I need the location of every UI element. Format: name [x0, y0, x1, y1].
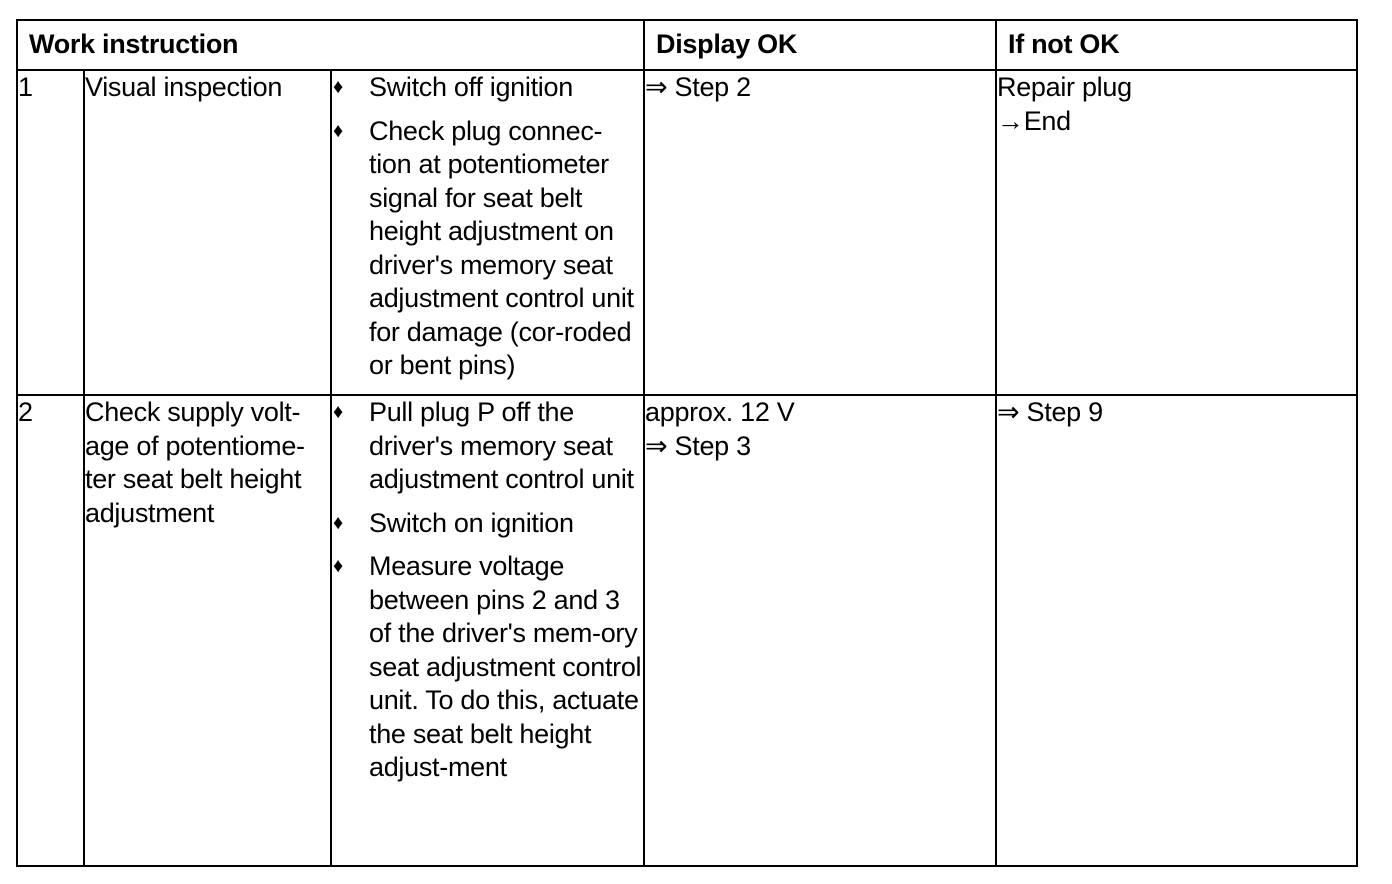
- if-not-ok-cell: [996, 70, 1357, 395]
- if-not-ok-text: →End: [997, 105, 1071, 136]
- instruction-list: [331, 70, 644, 395]
- instruction-text: Switch off ignition: [369, 72, 573, 102]
- step-description: Visual inspection: [84, 70, 331, 395]
- instruction-list: [331, 395, 644, 866]
- header-work-instruction: Work instruction: [17, 20, 644, 70]
- display-ok-cell: [644, 70, 996, 395]
- if-not-ok-text: Repair plug: [997, 72, 1132, 102]
- step-number: 2: [17, 395, 84, 866]
- step-number: 1: [17, 70, 84, 395]
- instruction-text: Check plug connec-tion at potentiometer signal for seat belt height adjustment on driver's memory seat adjustment control unit for damage (cor-roded or bent pins): [369, 115, 634, 380]
- instruction-item: [332, 550, 643, 785]
- instruction-text: Measure voltage between pins 2 and 3 of the driver's mem-ory seat adjustment control unit. To do this, actuate the seat belt height adjust-ment: [369, 551, 642, 782]
- display-ok-cell: [644, 395, 996, 866]
- instruction-item: [332, 507, 643, 541]
- instruction-item: [332, 71, 643, 105]
- work-instruction-table: [16, 19, 1358, 867]
- instruction-item: [332, 396, 643, 497]
- table-row: [17, 395, 1357, 866]
- step-description: Check supply volt-age of potentiome-ter seat belt height adjustment: [84, 395, 331, 866]
- if-not-ok-text: ⇒ Step 9: [997, 397, 1103, 427]
- bullet-diamond-icon: ♦: [333, 401, 343, 423]
- instruction-text: Pull plug P off the driver's memory seat adjustment control unit: [369, 397, 634, 494]
- display-ok-text: ⇒ Step 2: [645, 72, 751, 102]
- bullet-diamond-icon: ♦: [333, 511, 343, 534]
- header-display-ok: Display OK: [644, 20, 996, 70]
- table-row: [17, 70, 1357, 395]
- if-not-ok-cell: [996, 395, 1357, 866]
- instruction-text: Switch on ignition: [369, 507, 574, 538]
- bullet-diamond-icon: ♦: [333, 76, 343, 98]
- display-ok-text: approx. 12 V: [645, 397, 795, 427]
- bullet-diamond-icon: ♦: [333, 555, 343, 577]
- display-ok-text: ⇒ Step 3: [645, 430, 751, 461]
- bullet-diamond-icon: ♦: [333, 119, 343, 142]
- header-row: [17, 20, 1357, 70]
- header-if-not-ok: If not OK: [996, 20, 1357, 70]
- instruction-item: [332, 115, 643, 383]
